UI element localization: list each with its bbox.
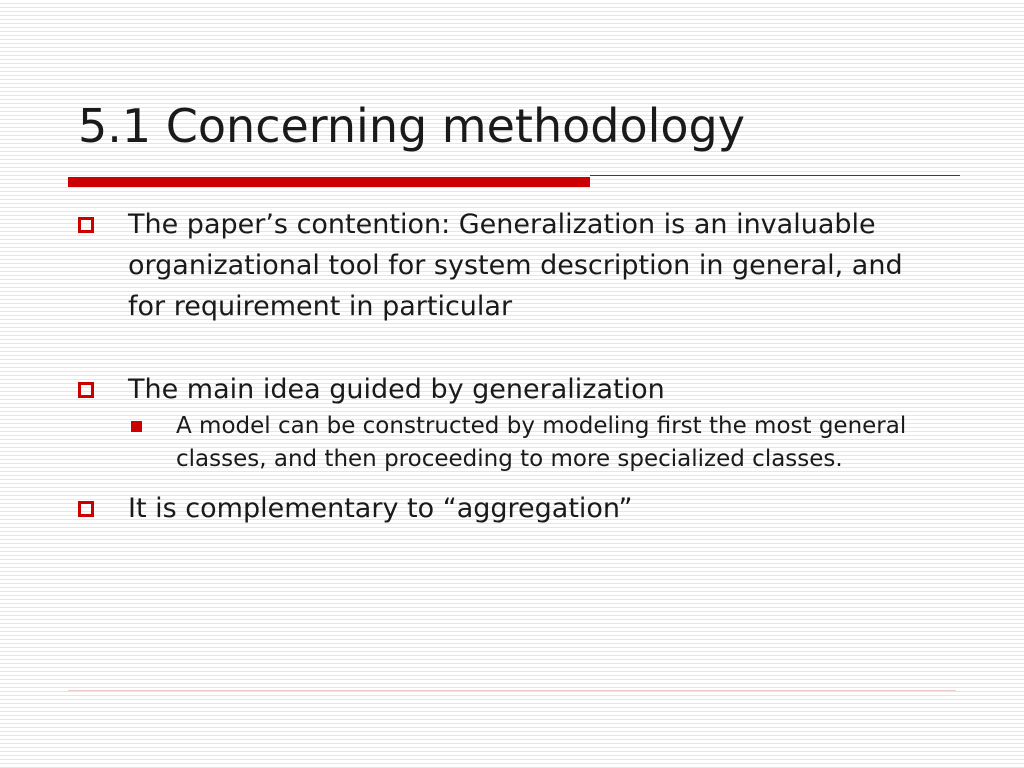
bullet-item-contention (76, 204, 936, 327)
title-underline-thick (68, 177, 590, 187)
filled-square-bullet-icon (131, 421, 142, 432)
bullet-text: The main idea guided by generalization (128, 374, 665, 405)
hollow-square-bullet-icon (78, 217, 94, 233)
bullet-text: It is complementary to “aggregation” (128, 493, 633, 524)
title-underline-thin (590, 175, 960, 176)
slide-title: 5.1 Concerning methodology (78, 99, 745, 153)
slide-content (76, 204, 936, 529)
bullet-text: The paper’s contention: Generalization is an invaluable organizational tool for system description in general, and for requirement in particular (128, 209, 903, 322)
sub-bullet-text: A model can be constructed by modeling first the most general classes, and then proceeding to more specialized classes. (176, 413, 907, 472)
bullet-item-complementary (76, 488, 936, 529)
bullet-item-main-idea (76, 369, 936, 410)
footer-divider (68, 690, 956, 691)
hollow-square-bullet-icon (78, 382, 94, 398)
hollow-square-bullet-icon (78, 501, 94, 517)
sub-bullet-item-model (128, 410, 936, 476)
